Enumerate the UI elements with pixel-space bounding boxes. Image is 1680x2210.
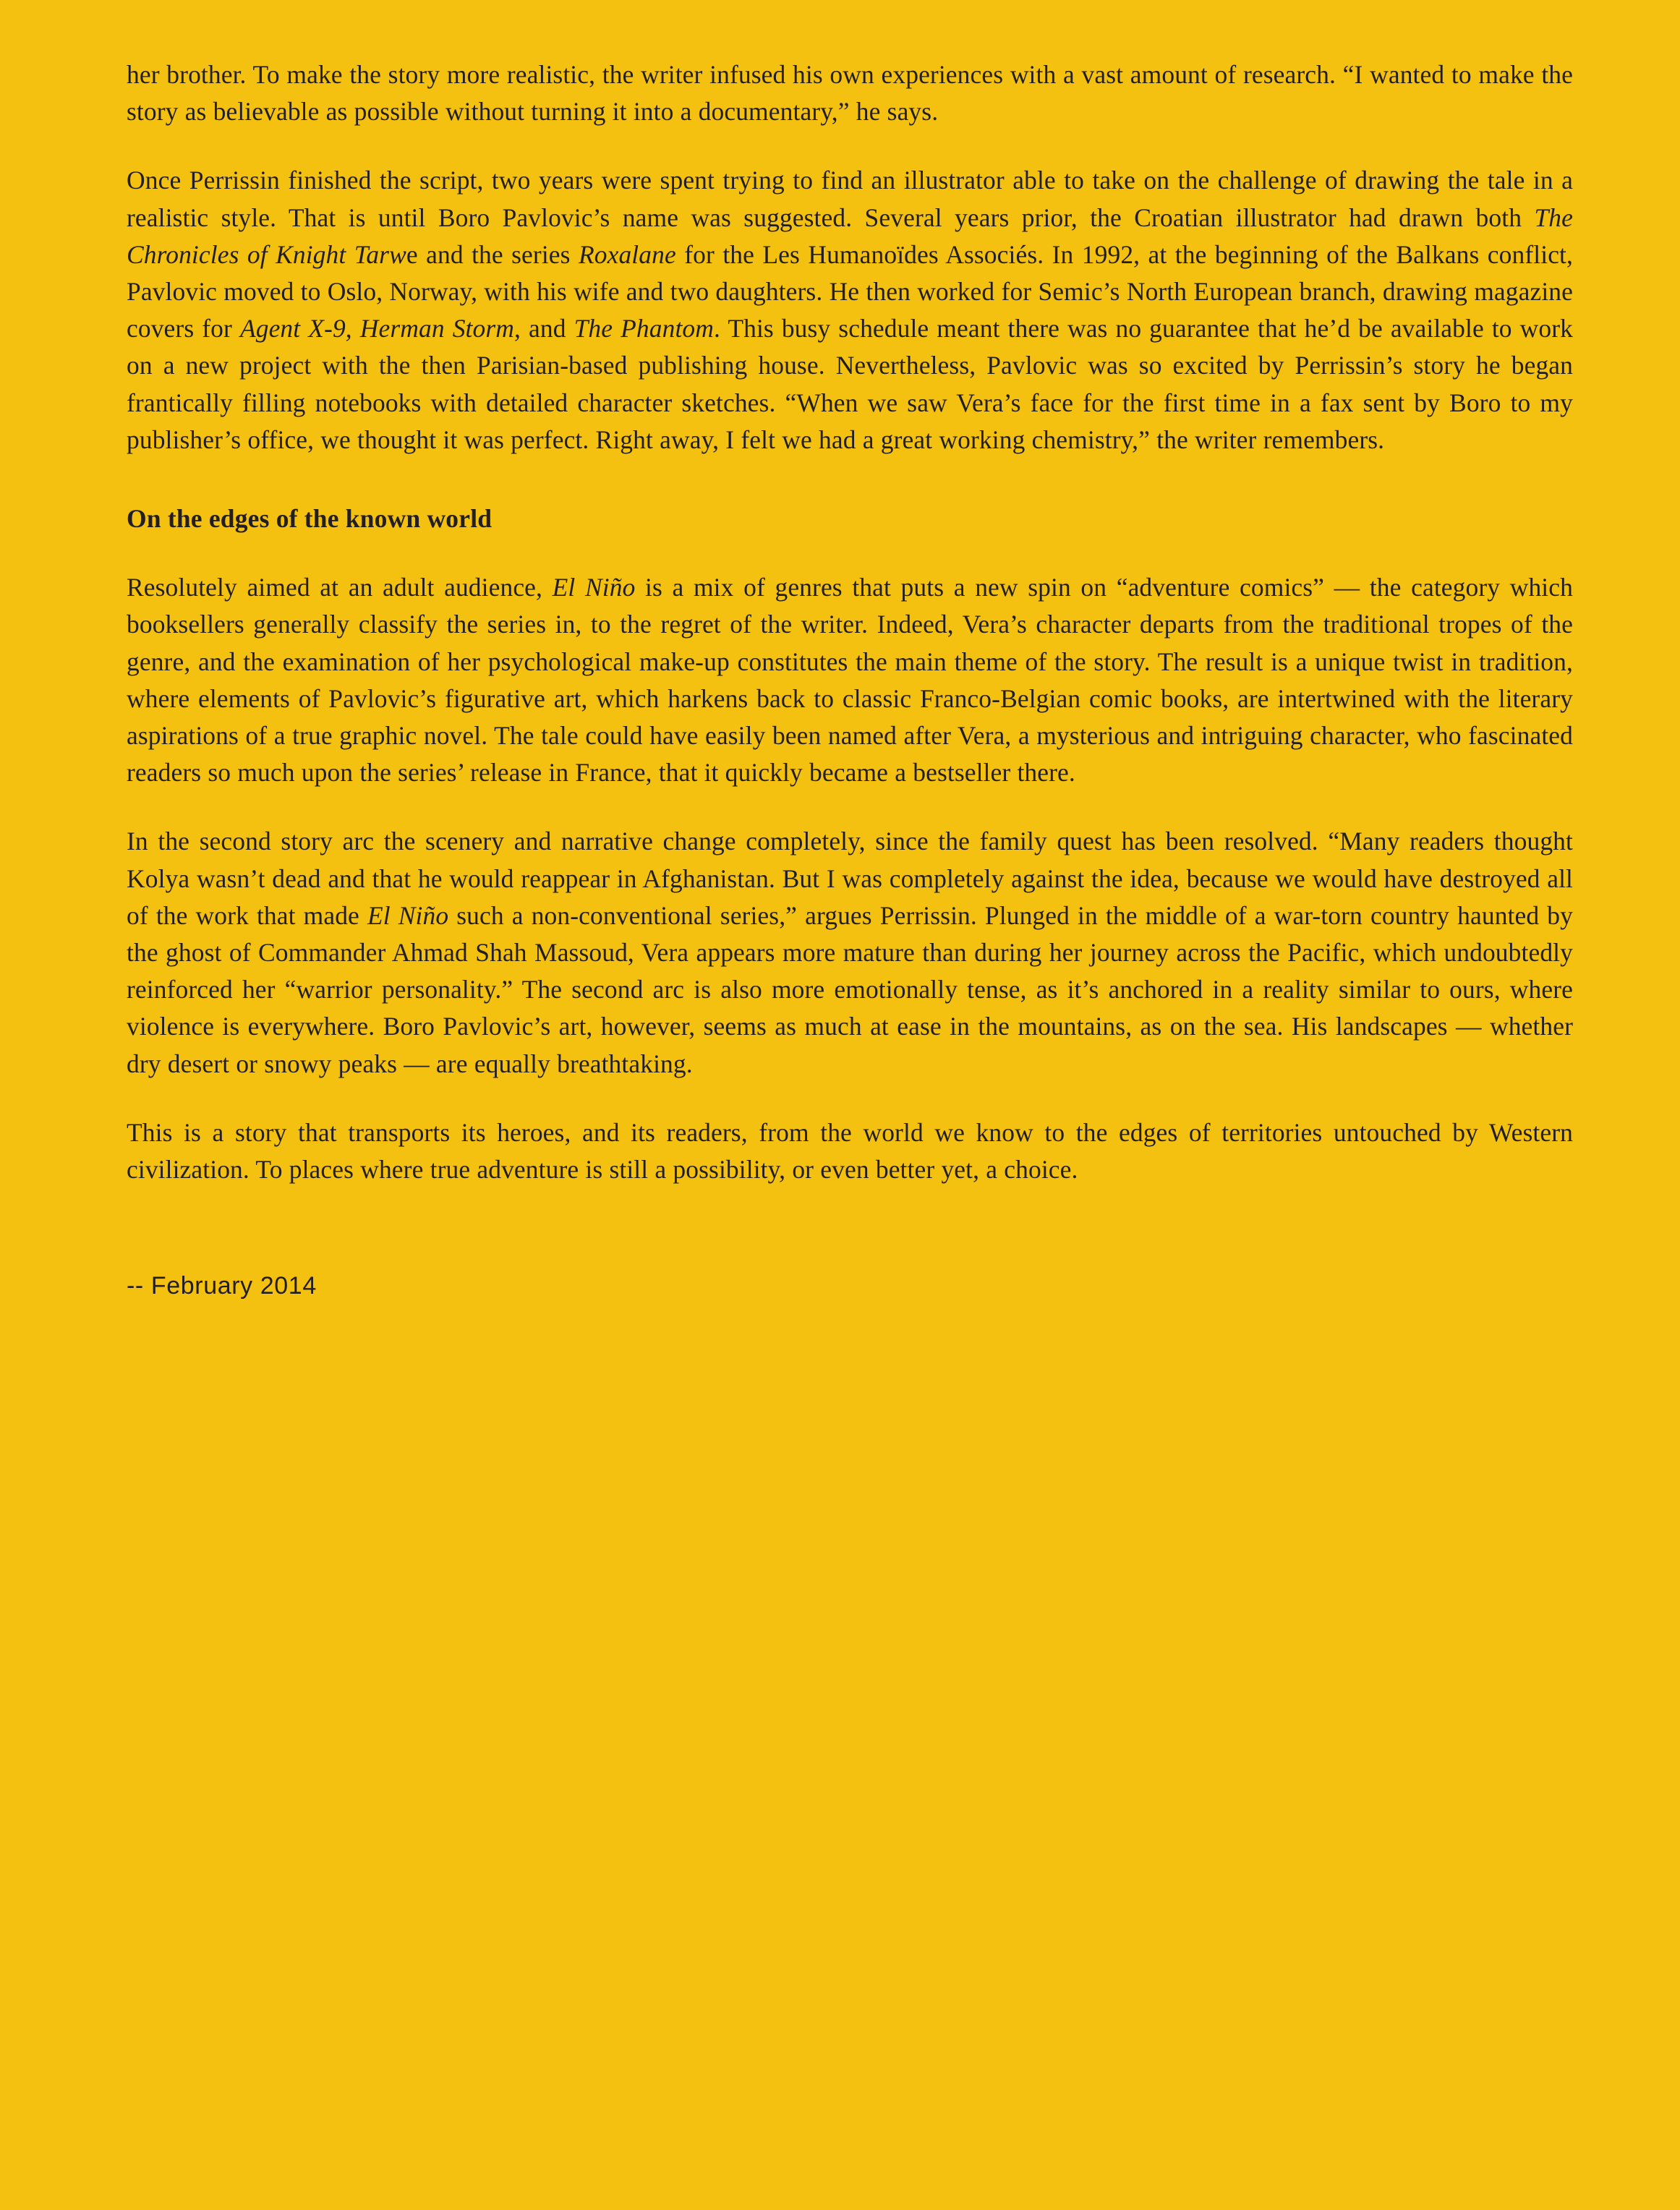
italic-title-run: The Phantom — [573, 314, 714, 344]
heading-spacer — [127, 490, 1573, 500]
paragraph-second-arc — [127, 823, 1573, 1082]
paragraph-closing — [127, 1114, 1573, 1188]
section-heading: On the edges of the known world — [127, 504, 493, 534]
text-run: e and the series — [406, 239, 579, 269]
article-content — [127, 56, 1573, 1304]
text-run: Once Perrissin finished the script, two years were spent trying to find an illustrator able to take on the challenge of drawing the tale in a realistic style. That is until Boro Pavlovic’s name was suggested. Several years prior, the Croatian illustrator had drawn both — [127, 166, 1573, 232]
text-run: This is a story that transports its heroes, and its readers, from the world we know to the edges of territories untouched by Western civilization. To places where true adventure is still a possibility, or even better yet, a choice. — [127, 1117, 1573, 1185]
signoff-spacer — [127, 1220, 1573, 1268]
paragraph-adult-audience — [127, 569, 1573, 791]
italic-title-run: El Niño — [552, 573, 636, 602]
paragraph-continuation — [127, 56, 1573, 130]
text-run: is a mix of genres that puts a new spin on “adventure comics” — the category which booksellers generally classify the series in, to the regret of the writer. Indeed, Vera’s character departs from the traditional tropes of the genre, and the examination of her psychological make-up constitutes the main theme of the story. The result is a unique twist in tradition, where elements of Pavlovic’s figurative art, which harkens back to classic Franco-Belgian comic books, are intertwined with the literary aspirations of a true graphic novel. The tale could have easily been named after Vera, a mysterious and intriguing character, who fascinated readers so much upon the series’ release in France, that it quickly became a bestseller there. — [127, 573, 1573, 788]
paragraph-perrissin-script — [127, 162, 1573, 458]
text-run: Resolutely aimed at an adult audience, — [127, 573, 553, 602]
signoff-date: -- February 2014 — [127, 1272, 317, 1300]
italic-title-run: Roxalane — [578, 239, 676, 269]
text-run: such a non-conventional series,” argues Perrissin. Plunged in the middle of a war-torn country haunted by the ghost of Commander Ahmad Shah Massoud, Vera appears more mature than during her journey across the Pacific, which undoubtedly reinforced her “warrior personality.” The second arc is also more emotionally tense, as it’s anchored in a reality similar to ours, where violence is everywhere. Boro Pavlovic’s art, however, seems as much at ease in the mountains, as on the sea. His landscapes — whether dry desert or snowy peaks — are equally breathtaking. — [127, 900, 1573, 1078]
text-run: , and — [514, 314, 574, 344]
text-run: for the Les Humanoïdes Associés. In 1992, at the beginning of the Balkans conflict, Pavlovic moved to Oslo, Norway, with his wife and two daughters. He then worked for Semic’s North European branch, drawing magazine covers for — [127, 239, 1573, 344]
text-run: her brother. To make the story more realistic, the writer infused his own experiences with a vast amount of research. “I wanted to make the story as believable as possible without turning it into a documentary,” he says. — [127, 60, 1573, 127]
text-run: . This busy schedule meant there was no guarantee that he’d be available to work on a new project with the then Parisian-based publishing house. Nevertheless, Pavlovic was so excited by Perrissin’s story he began frantically filling notebooks with detailed character sketches. “When we saw Vera’s face for the first time in a fax sent by Boro to my publisher’s office, we thought it was perfect. Right away, I felt we had a great working chemistry,” the writer remembers. — [127, 314, 1573, 454]
italic-title-run: The Chronicles of Knight Tarw — [127, 202, 1573, 269]
text-run: In the second story arc the scenery and narrative change completely, since the family quest has been resolved. “Many readers thought Kolya wasn’t dead and that he would reappear in Afghanistan. But I was completely against the idea, because we would have destroyed all of the work that made — [127, 827, 1573, 930]
italic-title-run: El Niño — [367, 900, 449, 930]
italic-title-run: Agent X-9, Herman Storm — [239, 314, 515, 344]
